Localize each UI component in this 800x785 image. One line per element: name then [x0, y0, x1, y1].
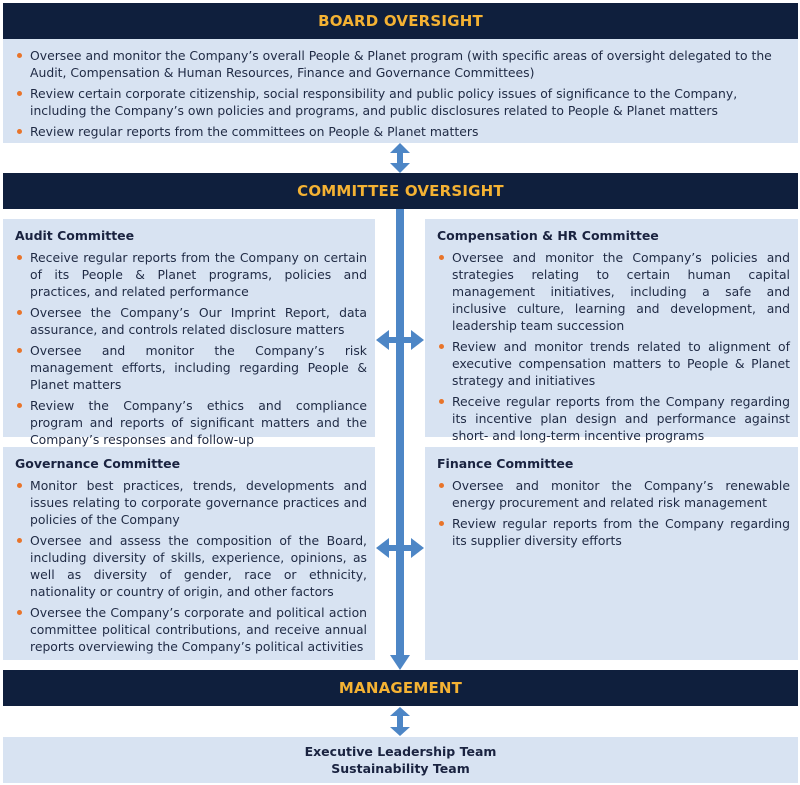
- list-item: Review the Company’s ethics and compliance program and reports of significant matters and the Company’s responses and follow-up: [15, 397, 367, 448]
- list-item: Oversee and monitor the Company’s risk management efforts, including regarding People & Planet matters: [15, 342, 367, 393]
- list-item: Receive regular reports from the Company on certain of its People & Planet programs, policies and practices, and related performance: [15, 249, 367, 300]
- board-oversight-title: BOARD OVERSIGHT: [318, 12, 483, 30]
- list-item: Review certain corporate citizenship, social responsibility and public policy issues of significance to the Company, including the Company’s own policies and programs, and public disclosures related to People & Planet matters: [15, 85, 790, 119]
- list-item: Oversee the Company’s corporate and political action committee political contributions, and receive annual reports overviewing the Company’s political activities: [15, 604, 367, 655]
- list-item: Review and monitor trends related to alignment of executive compensation matters to People & Planet strategy and initiatives: [437, 338, 790, 389]
- list-item: Oversee the Company’s Our Imprint Report, data assurance, and controls related disclosure matters: [15, 304, 367, 338]
- list-item: Oversee and assess the composition of the Board, including diversity of skills, experience, opinions, as well as diversity of gender, race or ethnicity, nationality or country of origin, and other factors: [15, 532, 367, 600]
- committee-oversight-title: COMMITTEE OVERSIGHT: [297, 182, 504, 200]
- management-teams-arrow-icon: [390, 707, 410, 736]
- spine-down-arrow-icon: [390, 209, 410, 670]
- compensation-committee-heading: Compensation & HR Committee: [437, 228, 659, 243]
- sustainability-team: Sustainability Team: [331, 761, 470, 776]
- list-item: Review regular reports from the Company regarding its supplier diversity efforts: [437, 515, 790, 549]
- governance-committee-heading: Governance Committee: [15, 456, 181, 471]
- audit-committee-heading: Audit Committee: [15, 228, 135, 243]
- board-committee-arrow-icon: [390, 143, 410, 173]
- list-item: Monitor best practices, trends, developments and issues relating to corporate governance practices and policies of the Company: [15, 477, 367, 528]
- list-item: Review regular reports from the committees on People & Planet matters: [15, 123, 790, 140]
- management-title: MANAGEMENT: [338, 679, 463, 697]
- list-item: Receive regular reports from the Company regarding its incentive plan design and performance against short- and long-term incentive programs: [437, 393, 790, 444]
- finance-committee-heading: Finance Committee: [437, 456, 574, 471]
- list-item: Oversee and monitor the Company’s policies and strategies relating to certain human capital management initiatives, including a safe and inclusive culture, learning and development, and leadership team succession: [437, 249, 790, 334]
- list-item: Oversee and monitor the Company’s overall People & Planet program (with specific areas of oversight delegated to the Audit, Compensation & Human Resources, Finance and Governance Committees): [15, 47, 790, 81]
- executive-leadership-team: Executive Leadership Team: [304, 744, 497, 759]
- list-item: Oversee and monitor the Company’s renewable energy procurement and related risk management: [437, 477, 790, 511]
